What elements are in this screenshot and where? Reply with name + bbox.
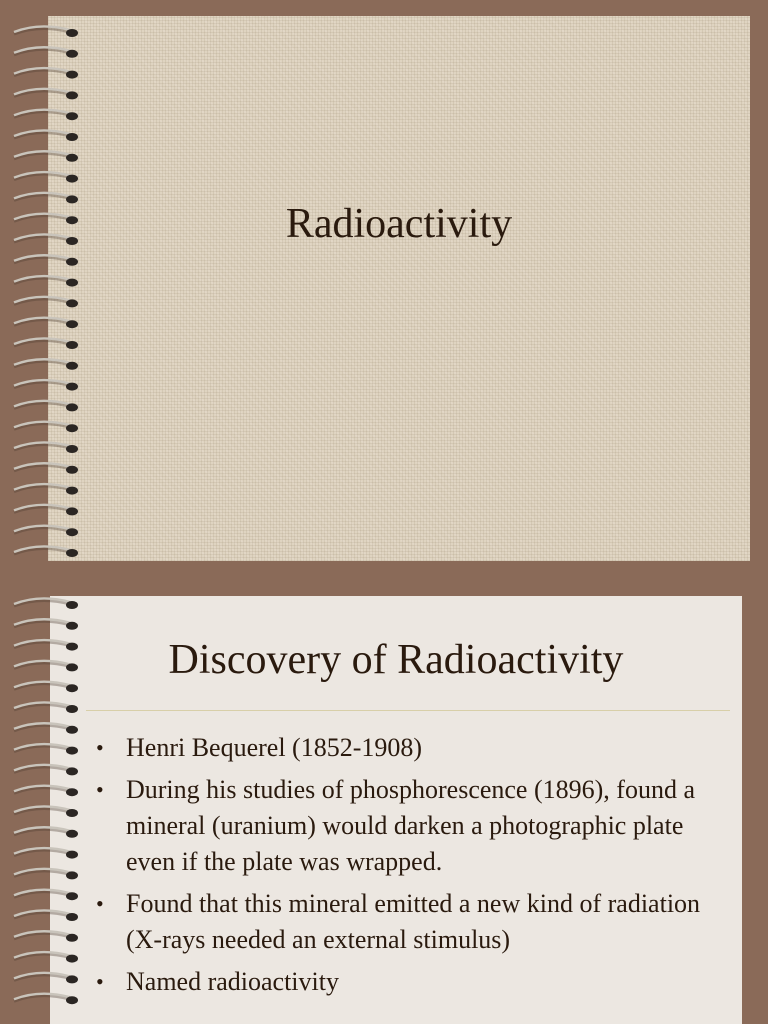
- spiral-ring: [14, 255, 78, 266]
- spiral-ring: [14, 318, 78, 329]
- spiral-ring: [14, 723, 78, 734]
- spiral-ring: [14, 526, 78, 537]
- spiral-ring: [14, 47, 78, 58]
- spiral-ring: [14, 110, 78, 121]
- spiral-ring: [14, 380, 78, 391]
- spiral-ring: [14, 26, 78, 37]
- spiral-ring: [14, 546, 78, 557]
- spiral-ring: [14, 151, 78, 162]
- spiral-binding-icon: [0, 0, 90, 572]
- spiral-ring: [14, 827, 78, 838]
- spiral-ring: [14, 359, 78, 370]
- bullet-dot: •: [96, 735, 104, 760]
- spiral-ring: [14, 130, 78, 141]
- slide-2: [0, 580, 768, 1024]
- spiral-ring: [14, 744, 78, 755]
- spiral-ring: [14, 890, 78, 901]
- spiral-ring: [14, 172, 78, 183]
- spiral-ring: [14, 994, 78, 1005]
- spiral-ring: [14, 765, 78, 776]
- spiral-ring: [14, 338, 78, 349]
- spiral-ring: [14, 442, 78, 453]
- spiral-ring: [14, 68, 78, 79]
- spiral-ring: [14, 786, 78, 797]
- title-divider: [86, 710, 730, 711]
- bullet-dot: •: [96, 891, 104, 916]
- bullet-dot: •: [96, 969, 104, 994]
- spiral-ring: [14, 973, 78, 984]
- bullet-item: • During his studies of phosphorescence (1896), found a mineral (uranium) would darken a photographic plate even if the plate was wrapped.: [96, 772, 736, 880]
- slide-1-page: [48, 16, 750, 561]
- spiral-ring: [14, 702, 78, 713]
- bullet-dot: •: [96, 777, 104, 802]
- spiral-ring: [14, 806, 78, 817]
- spiral-ring: [14, 297, 78, 308]
- spiral-ring: [14, 931, 78, 942]
- spiral-ring: [14, 276, 78, 287]
- spiral-ring: [14, 869, 78, 880]
- slide-1-title: Radioactivity: [285, 201, 513, 247]
- bullet-item: • Found that this mineral emitted a new kind of radiation (X-rays needed an external stimulus): [96, 886, 736, 958]
- bullet-list: [96, 730, 736, 1006]
- spiral-ring: [14, 952, 78, 963]
- spiral-ring: [14, 848, 78, 859]
- bullet-item: • Named radioactivity: [96, 964, 736, 1000]
- spiral-ring: [14, 484, 78, 495]
- spiral-ring: [14, 463, 78, 474]
- spiral-ring: [14, 619, 78, 630]
- spiral-ring: [14, 401, 78, 412]
- spiral-ring: [14, 598, 78, 609]
- spiral-ring: [14, 910, 78, 921]
- spiral-ring: [14, 505, 78, 516]
- spiral-ring: [14, 89, 78, 100]
- bullet-item: • Henri Bequerel (1852-1908): [96, 730, 736, 766]
- slide-2-title: Discovery of Radioactivity: [168, 637, 624, 683]
- spiral-ring: [14, 422, 78, 433]
